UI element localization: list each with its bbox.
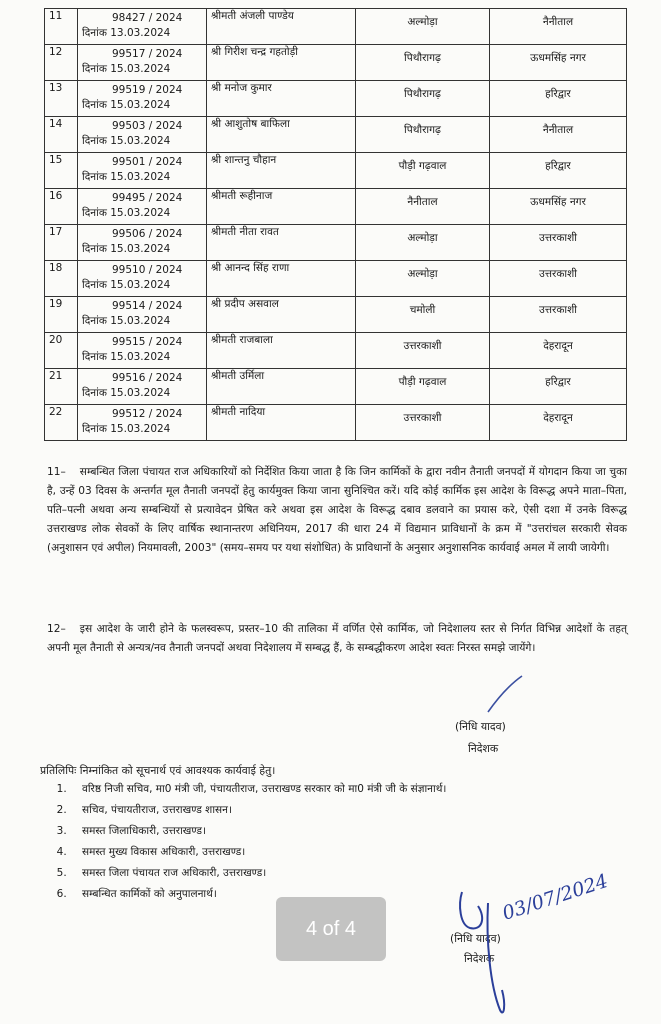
serial-number: 21: [45, 369, 78, 405]
order-date: दिनांक 15.03.2024: [82, 351, 171, 363]
order-number: 99515 / 2024: [112, 336, 183, 348]
order-number: 99514 / 2024: [112, 300, 183, 312]
employee-name: श्री शान्तनु चौहान: [207, 153, 356, 189]
original-district-text: उत्तरकाशी: [539, 304, 577, 316]
order-number: 99519 / 2024: [112, 84, 183, 96]
order-number: 99517 / 2024: [112, 48, 183, 60]
original-district-text: देहरादून: [543, 412, 573, 424]
serial-number: 19: [45, 297, 78, 333]
order-date: दिनांक 15.03.2024: [82, 99, 171, 111]
original-district-text: ऊधमसिंह नगर: [530, 52, 586, 64]
original-district-text: उत्तरकाशी: [539, 268, 577, 280]
order-date: दिनांक 15.03.2024: [82, 387, 171, 399]
order-date: दिनांक 15.03.2024: [82, 207, 171, 219]
copy-heading: प्रतिलिपिः निम्नांकित को सूचनार्थ एवं आवश्यक कार्यवाई हेतु।: [40, 764, 276, 777]
copy-item: 3. समस्त जिलाधिकारी, उत्तराखण्ड।: [70, 822, 646, 841]
copy-item: 4. समस्त मुख्य विकास अधिकारी, उत्तराखण्ड।: [70, 843, 646, 862]
signer-designation: निदेशक: [468, 742, 499, 755]
serial-number: 12: [45, 45, 78, 81]
employee-name: श्री आनन्द सिंह राणा: [207, 261, 356, 297]
copy-item: 2. सचिव, पंचायतीराज, उत्तराखण्ड शासन।: [70, 801, 646, 820]
serial-number: 14: [45, 117, 78, 153]
current-district-text: पौड़ी गढ़वाल: [398, 376, 447, 388]
order-date: दिनांक 15.03.2024: [82, 243, 171, 255]
signer-designation-2: निदेशक: [464, 952, 495, 965]
serial-number: 13: [45, 81, 78, 117]
original-district-text: हरिद्वार: [545, 88, 571, 100]
copy-item: 5. समस्त जिला पंचायत राज अधिकारी, उत्तराखण्ड।: [70, 864, 646, 883]
employee-name: श्री प्रदीप असवाल: [207, 297, 356, 333]
original-district-text: नैनीताल: [542, 124, 574, 136]
order-date: दिनांक 15.03.2024: [82, 135, 171, 147]
order-date: दिनांक 15.03.2024: [82, 315, 171, 327]
employee-name: श्री मनोज कुमार: [207, 81, 356, 117]
page-indicator: 4 of 4: [276, 897, 386, 961]
paragraph-number: 11–: [47, 466, 66, 478]
current-district-text: अल्मोड़ा: [407, 16, 438, 28]
serial-number: 17: [45, 225, 78, 261]
signature-stroke-top: [488, 676, 522, 712]
current-district-text: नैनीताल: [407, 196, 438, 208]
order-number: 99501 / 2024: [112, 156, 183, 168]
original-district-text: हरिद्वार: [545, 376, 571, 388]
order-date: दिनांक 15.03.2024: [82, 171, 171, 183]
current-district-text: उत्तरकाशी: [403, 412, 442, 424]
signature-date: 03/07/2024: [499, 869, 611, 925]
paragraph-text: सम्बन्धित जिला पंचायत राज अधिकारियों को निर्देशित किया जाता है कि जिन कार्मिकों के द्वारा नवीन तैनाती जनपदों में योगदान किया जा चुका है, उन्हें 03 दिवस के अन्तर्गत मूल तैनाती जनपदों हेतु कार्यमुक्त किया जाना सुनिश्चित करें। यदि कोई कार्मिक इस आदेश के विरूद्ध अपने माता–पिता, पति–पत्नी अथवा अन्य सम्बन्धियों से प्रत्यावेदन प्रेषित करे अथवा इस आदेश के विरूद्ध दबाव डलवाने का प्रयास करे, ऐसी दशा में उनके विरूद्ध उत्तराखण्ड लोक सेवकों के लिए वार्षिक स्थानान्तरण अधिनियम, 2017 की धारा 24 में विद्यमान प्राविधानों के क्रम में "उत्तरांचल सरकारी सेवक (अनुशासन एवं अपील) नियमावली, 2003" (समय–समय पर यथा संशोधित) के प्राविधानों के अनुसार अनुशासनिक कार्यवाई अमल में लायी जायेगी।: [47, 466, 627, 554]
order-date: दिनांक 15.03.2024: [82, 63, 171, 75]
serial-number: 20: [45, 333, 78, 369]
order-date: दिनांक 15.03.2024: [82, 279, 171, 291]
current-district-text: पिथौरागढ़: [404, 124, 441, 136]
paragraph-text: इस आदेश के जारी होने के फलस्वरूप, प्रस्तर–10 की तालिका में वर्णित ऐसे कार्मिक, जो निदेशालय स्तर से निर्गत विभिन्न आदेशों के तहत् अपनी मूल तैनाती से अन्यत्र/नव तैनाती जनपदों अथवा निदेशालय में सम्बद्ध हैं, के सम्बद्धीकरण आदेश स्वतः निरस्त समझे जायेंगे।: [47, 623, 627, 654]
serial-number: 22: [45, 405, 78, 441]
paragraph-number: 12–: [47, 623, 66, 635]
employee-name: श्रीमती उर्मिला: [207, 369, 356, 405]
signature-stroke-main: [460, 892, 504, 1012]
current-district-text: पिथौरागढ़: [404, 52, 441, 64]
original-district-text: नैनीताल: [542, 16, 574, 28]
signer-name-2: (निधि यादव): [450, 932, 501, 945]
serial-number: 18: [45, 261, 78, 297]
employee-name: श्रीमती राजबाला: [207, 333, 356, 369]
order-number: 99510 / 2024: [112, 264, 183, 276]
original-district-text: ऊधमसिंह नगर: [530, 196, 586, 208]
current-district-text: अल्मोड़ा: [407, 268, 438, 280]
current-district-text: उत्तरकाशी: [403, 340, 442, 352]
order-number: 99512 / 2024: [112, 408, 183, 420]
order-number: 98427 / 2024: [112, 12, 183, 24]
order-number: 99503 / 2024: [112, 120, 183, 132]
employee-name: श्रीमती रूहीनाज: [207, 189, 356, 225]
current-district-text: अल्मोड़ा: [407, 232, 438, 244]
current-district-text: पिथौरागढ़: [404, 88, 441, 100]
employee-name: श्रीमती अंजली पाण्डेय: [207, 9, 356, 45]
employee-name: श्रीमती नीता रावत: [207, 225, 356, 261]
current-district-text: पौड़ी गढ़वाल: [398, 160, 447, 172]
order-number: 99506 / 2024: [112, 228, 183, 240]
employee-name: श्रीमती नादिया: [207, 405, 356, 441]
current-district-text: चमोली: [409, 304, 436, 316]
order-number: 99516 / 2024: [112, 372, 183, 384]
employee-name: श्री गिरीश चन्द्र गहतोड़ी: [207, 45, 356, 81]
original-district-text: उत्तरकाशी: [539, 232, 577, 244]
copy-item: 1. वरिष्ठ निजी सचिव, मा0 मंत्री जी, पंचायतीराज, उत्तराखण्ड सरकार को मा0 मंत्री जी के संज्ञानार्थ।: [70, 780, 646, 799]
order-number: 99495 / 2024: [112, 192, 183, 204]
order-date: दिनांक 13.03.2024: [82, 27, 171, 39]
serial-number: 15: [45, 153, 78, 189]
employee-name: श्री आशुतोष बाफिला: [207, 117, 356, 153]
serial-number: 11: [45, 9, 78, 45]
serial-number: 16: [45, 189, 78, 225]
original-district-text: देहरादून: [543, 340, 573, 352]
original-district-text: हरिद्वार: [545, 160, 571, 172]
copy-item: 6. सम्बन्धित कार्मिकों को अनुपालनार्थ।: [70, 885, 646, 904]
signer-name: (निधि यादव): [455, 720, 506, 733]
order-date: दिनांक 15.03.2024: [82, 423, 171, 435]
